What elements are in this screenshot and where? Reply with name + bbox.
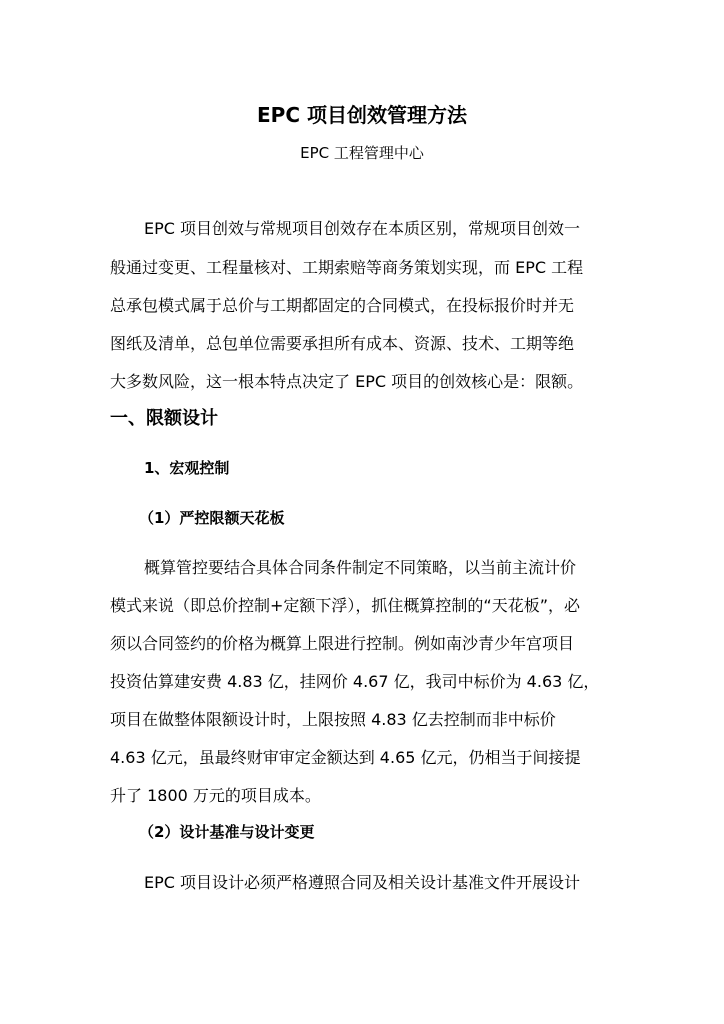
intro-line: EPC 项目创效与常规项目创效存在本质区别，常规项目创效一 [144, 219, 581, 238]
document-subtitle: EPC 工程管理中心 [300, 144, 424, 162]
body-line: 4.63 亿元，虽最终财审审定金额达到 4.65 亿元，仍相当于间接提 [110, 748, 581, 767]
section-heading: 一、限额设计 [110, 408, 218, 429]
intro-line: 般通过变更、工程量核对、工期索赔等商务策划实现，而 EPC 工程 [110, 258, 584, 277]
document-title: EPC 项目创效管理方法 [257, 103, 467, 127]
body-line: 须以合同签约的价格为概算上限进行控制。例如南沙青少年宫项目 [110, 634, 575, 653]
body-line: 项目在做整体限额设计时，上限按照 4.83 亿去控制而非中标价 [110, 710, 556, 729]
body-line: 升了 1800 万元的项目成本。 [110, 786, 321, 805]
body-line: 模式来说（即总价控制+定额下浮），抓住概算控制的“天花板”，必 [110, 596, 580, 615]
item-heading: （1）严控限额天花板 [139, 509, 285, 527]
subsection-heading: 1、宏观控制 [144, 459, 230, 477]
item-heading: （2）设计基准与设计变更 [139, 823, 315, 841]
intro-line: 总承包模式属于总价与工期都固定的合同模式，在投标报价时并无 [110, 296, 575, 315]
body-line: 概算管控要结合具体合同条件制定不同策略，以当前主流计价 [144, 558, 577, 577]
intro-line: 大多数风险，这一根本特点决定了 EPC 项目的创效核心是：限额。 [110, 372, 584, 391]
intro-line: 图纸及清单，总包单位需要承担所有成本、资源、技术、工期等绝 [110, 334, 575, 353]
body-line: EPC 项目设计必须严格遵照合同及相关设计基准文件开展设计 [144, 873, 581, 892]
body-line: 投资估算建安费 4.83 亿，挂网价 4.67 亿，我司中标价为 4.63 亿， [110, 672, 600, 691]
